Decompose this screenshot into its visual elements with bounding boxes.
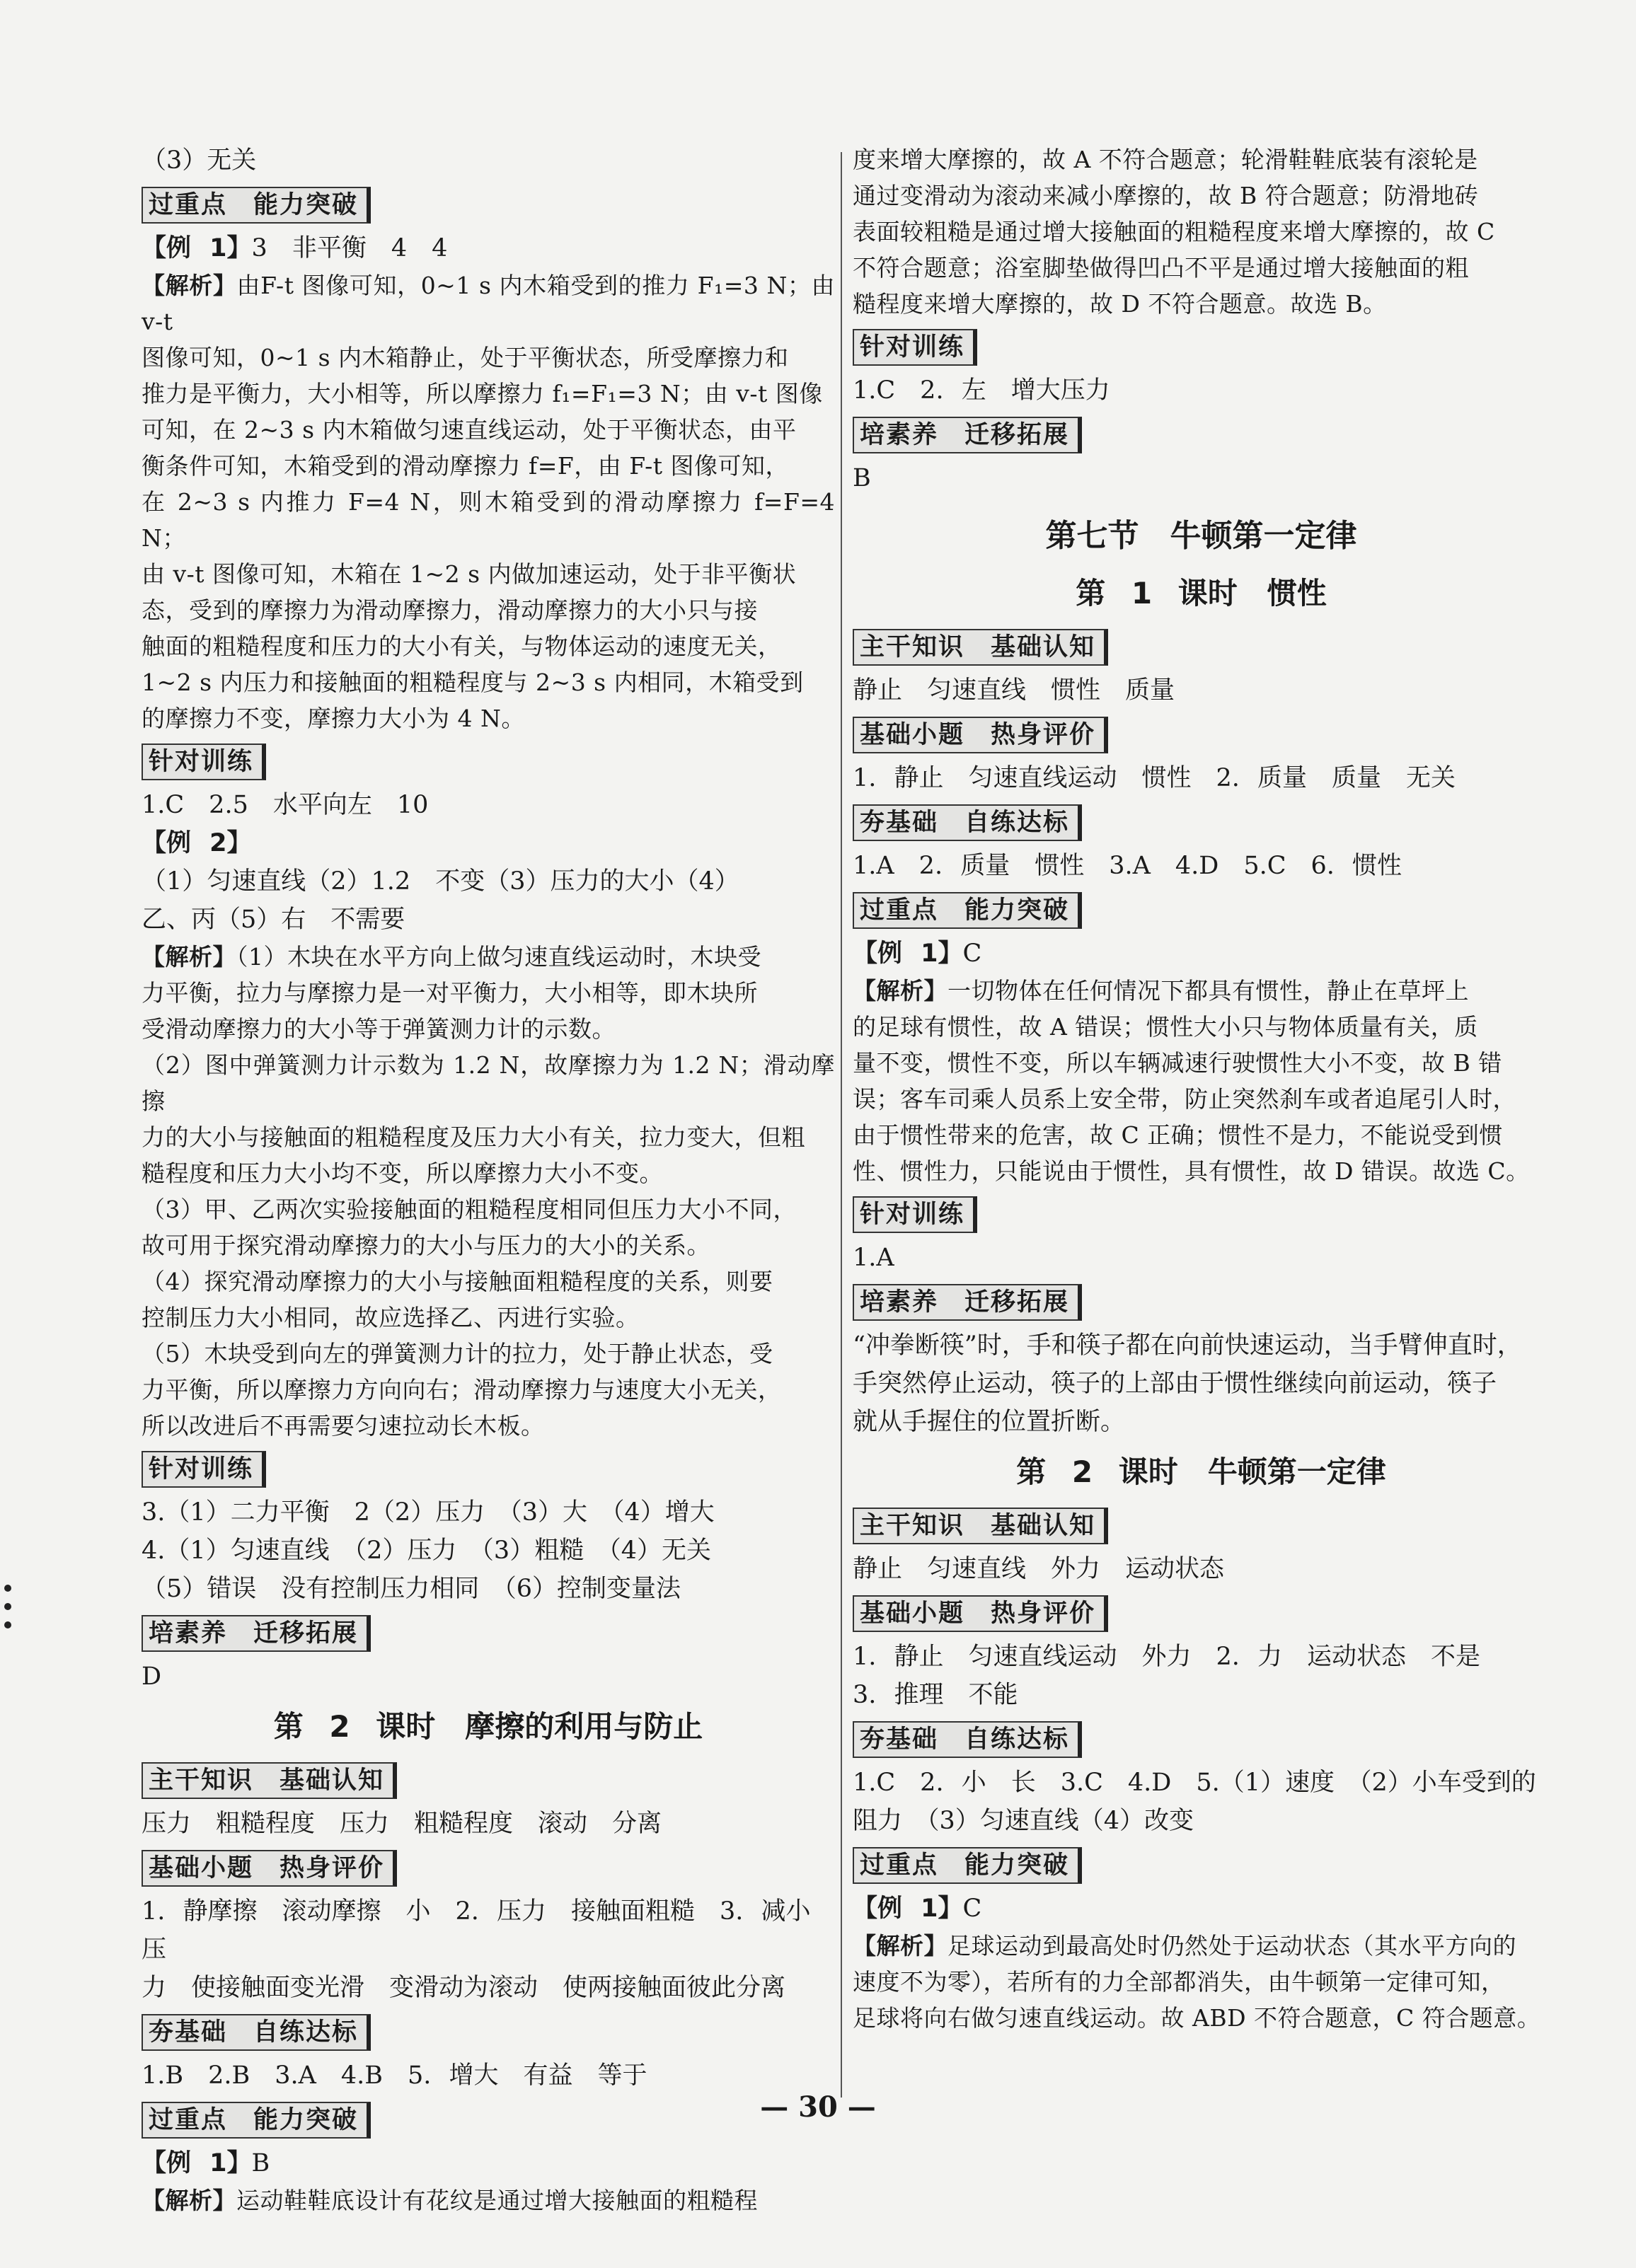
lesson-title: 第 2 课时 牛顿第一定律: [1016, 1454, 1386, 1489]
analysis-line: （4）探究滑动摩擦力的大小与接触面粗糙程度的关系，则要: [142, 1268, 773, 1295]
section-header: 针对训练: [853, 329, 977, 366]
analysis-line: 可知，在 2~3 s 内木箱做匀速直线运动，处于平衡状态，由平: [142, 416, 797, 444]
analysis-label: 【解析】: [142, 943, 236, 971]
analysis-line: 力平衡，所以摩擦力方向向右；滑动摩擦力与速度大小无关，: [142, 1376, 782, 1404]
analysis-line: 速度不为零），若所有的力全部都消失，由牛顿第一定律可知，: [853, 1968, 1505, 1996]
analysis-line: 性、惯性力，只能说由于惯性，具有惯性，故 D 错误。故选 C。: [853, 1157, 1530, 1185]
section-header: 过重点 能力突破: [142, 2102, 371, 2139]
analysis-block: [853, 973, 1550, 1189]
analysis-line: 所以改进后不再需要匀速拉动长木板。: [142, 1412, 545, 1440]
analysis-line: 在 2~3 s 内推力 F=4 N，则木箱受到的滑动摩擦力 f=F=4 N；: [142, 488, 835, 552]
answer-line: 4.（1）匀速直线 （2）压力 （3）粗糙 （4）无关: [142, 1537, 711, 1565]
example-answer-text: 3 非平衡 4 4: [251, 234, 448, 262]
answer-line: （5）错误 没有控制压力相同 （6）控制变量法: [142, 1575, 681, 1603]
analysis-line: 不符合题意；浴室脚垫做得凹凸不平是通过增大接触面的粗: [853, 254, 1469, 282]
example-label: 【例 1】: [853, 1894, 963, 1923]
analysis-label: 【解析】: [853, 1932, 947, 1960]
answer-line: （3）无关: [142, 146, 257, 175]
analysis-block: [142, 939, 835, 1444]
analysis-line: 态，受到的摩擦力为滑动摩擦力，滑动摩擦力的大小只与接: [142, 596, 758, 624]
section-header: 夯基础 自练达标: [853, 1721, 1082, 1758]
analysis-line: 受滑动摩擦力的大小等于弹簧测力计的示数。: [142, 1015, 616, 1043]
answer-line: 手突然停止运动，筷子的上部由于惯性继续向前运动，筷子: [853, 1370, 1497, 1398]
right-column: [853, 141, 1550, 2036]
answer-line: 1.C 2.5 水平向左 10: [142, 791, 429, 819]
analysis-line: 控制压力大小相同，故应选择乙、丙进行实验。: [142, 1304, 640, 1331]
analysis-line: 误；客车司乘人员系上安全带，防止突然刹车或者追尾引人时，: [853, 1085, 1516, 1113]
analysis-line: 足球将向右做匀速直线运动。故 ABD 不符合题意，C 符合题意。: [853, 2004, 1541, 2032]
analysis-line: 【解析】（1）木块在水平方向上做匀速直线运动时，木块受: [142, 943, 761, 971]
section-header: 过重点 能力突破: [853, 892, 1082, 929]
answer-line: 静止 匀速直线 惯性 质量: [853, 676, 1175, 705]
analysis-line: 表面较粗糙是通过增大接触面的粗糙程度来增大摩擦的，故 C: [853, 218, 1495, 245]
section-header: 主干知识 基础认知: [853, 629, 1108, 666]
answer-line: B: [853, 464, 871, 492]
analysis-line: 【解析】由F-t 图像可知，0~1 s 内木箱受到的推力 F₁=3 N；由 v-t: [142, 272, 835, 335]
analysis-line: 量不变，惯性不变，所以车辆减速行驶惯性大小不变，故 B 错: [853, 1049, 1502, 1077]
section-header: 基础小题 热身评价: [853, 717, 1108, 753]
analysis-line: 通过变滑动为滚动来减小摩擦的，故 B 符合题意；防滑地砖: [853, 182, 1479, 209]
binding-dots: [4, 1585, 11, 1640]
answer-line: 1. 静摩擦 滚动摩擦 小 2. 压力 接触面粗糙 3. 减小压: [142, 1897, 811, 1964]
answer-line: 阻力 （3）匀速直线（4）改变: [853, 1807, 1194, 1835]
section-header: 针对训练: [142, 744, 266, 780]
analysis-line: 衡条件可知，木箱受到的滑动摩擦力 f=F，由 F-t 图像可知，: [142, 452, 790, 480]
example-label: 【例 2】: [142, 829, 252, 857]
section-header: 基础小题 热身评价: [853, 1595, 1108, 1632]
analysis-line: （2）图中弹簧测力计示数为 1.2 N，故摩擦力为 1.2 N；滑动摩擦: [142, 1051, 835, 1115]
answer-line: “冲拳断筷”时，手和筷子都在向前快速运动，当手臂伸直时，: [853, 1331, 1522, 1360]
lesson-title: 第 1 课时 惯性: [1076, 576, 1327, 611]
lesson-title: 第 2 课时 摩擦的利用与防止: [273, 1709, 703, 1744]
analysis-line: （3）甲、乙两次实验接触面的粗糙程度相同但压力大小不同，: [142, 1196, 797, 1223]
analysis-line: 由 v-t 图像可知，木箱在 1~2 s 内做加速运动，处于非平衡状: [142, 560, 797, 588]
analysis-block: [853, 1928, 1550, 2036]
analysis-label: 【解析】: [142, 2187, 236, 2214]
section-header: 夯基础 自练达标: [853, 804, 1082, 841]
analysis-line: 由于惯性带来的危害，故 C 正确；惯性不是力，不能说受到惯: [853, 1121, 1503, 1149]
section-header: 针对训练: [853, 1196, 977, 1233]
answer-line: 3. 推理 不能: [853, 1681, 1018, 1709]
answer-line: D: [142, 1662, 162, 1691]
analysis-line: 力平衡，拉力与摩擦力是一对平衡力，大小相等，即木块所: [142, 979, 758, 1007]
analysis-line: 糙程度来增大摩擦的，故 D 不符合题意。故选 B。: [853, 290, 1387, 318]
example-answer: 【例 2】（1）匀速直线（2）1.2 不变（3）压力的大小（4）: [142, 829, 739, 896]
analysis-line: 触面的粗糙程度和压力的大小有关，与物体运动的速度无关，: [142, 632, 782, 660]
example-label: 【例 1】: [853, 939, 963, 968]
section-header: 过重点 能力突破: [853, 1847, 1082, 1884]
answer-line: 3.（1）二力平衡 2（2）压力 （3）大 （4）增大: [142, 1498, 715, 1527]
analysis-block: [142, 267, 835, 736]
example-answer: 【例 1】C: [853, 939, 982, 968]
answer-line: 1.C 2. 左 增大压力: [853, 376, 1110, 405]
answer-line: 1.B 2.B 3.A 4.B 5. 增大 有益 等于: [142, 2061, 647, 2090]
analysis-line: 推力是平衡力，大小相等，所以摩擦力 f₁=F₁=3 N；由 v-t 图像: [142, 380, 823, 407]
example-answer: 【例 1】B: [142, 2149, 270, 2177]
section-header: 针对训练: [142, 1451, 266, 1488]
analysis-line: 【解析】足球运动到最高处时仍然处于运动状态（其水平方向的: [853, 1932, 1516, 1960]
example-label: 【例 1】: [142, 234, 252, 262]
example-answer: [142, 229, 835, 267]
section-header: 主干知识 基础认知: [142, 1762, 397, 1799]
answer-line: 力 使接触面变光滑 变滑动为滚动 使两接触面彼此分离: [142, 1974, 786, 2002]
analysis-label: 【解析】: [853, 977, 947, 1005]
answer-line: 1. 静止 匀速直线运动 外力 2. 力 运动状态 不是: [853, 1643, 1481, 1671]
answer-line: 1.C 2. 小 长 3.C 4.D 5.（1）速度 （2）小车受到的: [853, 1769, 1536, 1797]
example-label: 【例 1】: [142, 2149, 252, 2177]
page-number: — 30 —: [760, 2090, 876, 2124]
section-header: 培素养 迁移拓展: [853, 417, 1082, 453]
answer-line: 1.A: [853, 1244, 894, 1272]
section-header: 夯基础 自练达标: [142, 2014, 371, 2051]
column-divider: [841, 152, 842, 2098]
analysis-line: 的摩擦力不变，摩擦力大小为 4 N。: [142, 705, 525, 732]
analysis-line: 【解析】一切物体在任何情况下都具有惯性，静止在草坪上: [853, 977, 1469, 1005]
analysis-line: 【解析】运动鞋鞋底设计有花纹是通过增大接触面的粗糙程: [142, 2187, 758, 2214]
answer-line: 静止 匀速直线 外力 运动状态: [853, 1555, 1225, 1583]
left-column: [142, 141, 835, 2218]
section-title: 第七节 牛顿第一定律: [1045, 518, 1357, 554]
answer-line: 1. 静止 匀速直线运动 惯性 2. 质量 质量 无关: [853, 764, 1456, 792]
section-header: 培素养 迁移拓展: [853, 1284, 1082, 1321]
analysis-line: （5）木块受到向左的弹簧测力计的拉力，处于静止状态，受: [142, 1340, 773, 1367]
section-header: 基础小题 热身评价: [142, 1850, 397, 1887]
analysis-line: 故可用于探究滑动摩擦力的大小与压力的大小的关系。: [142, 1232, 710, 1259]
section-header: 主干知识 基础认知: [853, 1508, 1108, 1544]
analysis-line: 度来增大摩擦的，故 A 不符合题意；轮滑鞋鞋底装有滚轮是: [853, 146, 1478, 173]
analysis-line: 的足球有惯性，故 A 错误；惯性大小只与物体质量有关，质: [853, 1013, 1478, 1041]
analysis-line: 图像可知，0~1 s 内木箱静止，处于平衡状态，所受摩擦力和: [142, 344, 789, 371]
analysis-label: 【解析】: [142, 272, 237, 299]
answer-line: 乙、丙（5）右 不需要: [142, 906, 405, 934]
analysis-line: 1~2 s 内压力和接触面的粗糙程度与 2~3 s 内相同，木箱受到: [142, 669, 804, 696]
section-header: 培素养 迁移拓展: [142, 1615, 371, 1652]
analysis-line: 力的大小与接触面的粗糙程度及压力大小有关，拉力变大，但粗: [142, 1123, 805, 1151]
answer-line: 1.A 2. 质量 惯性 3.A 4.D 5.C 6. 惯性: [853, 852, 1402, 880]
answer-line: 就从手握住的位置折断。: [853, 1408, 1126, 1436]
answer-line: 压力 粗糙程度 压力 粗糙程度 滚动 分离: [142, 1810, 662, 1838]
analysis-line: 糙程度和压力大小均不变，所以摩擦力大小不变。: [142, 1159, 663, 1187]
section-header: 过重点 能力突破: [142, 187, 371, 224]
example-answer: 【例 1】C: [853, 1894, 982, 1923]
